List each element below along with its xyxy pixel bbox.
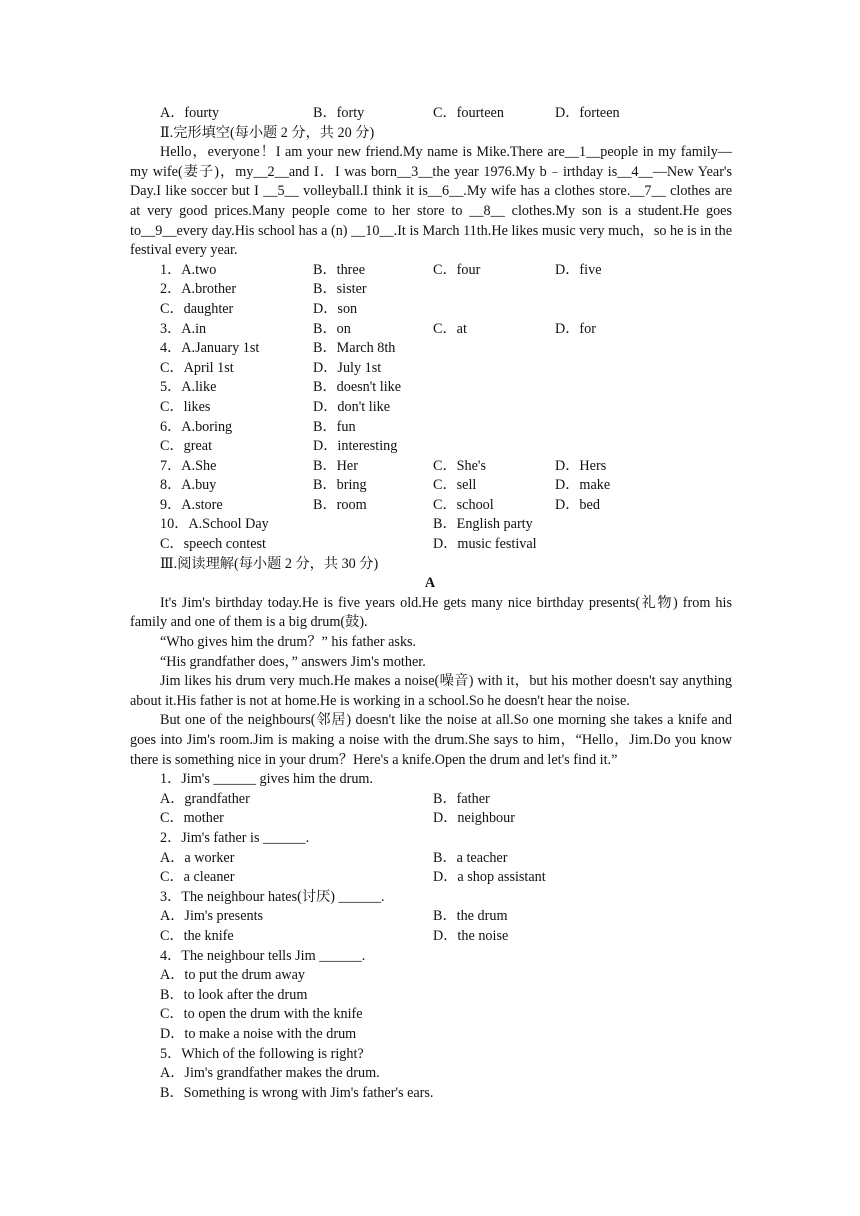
reading-q3-stem: 3．The neighbour hates(讨厌) ______.: [160, 888, 385, 905]
cloze-q3: 3．A.in B．on C．at D．for: [160, 320, 596, 337]
cloze-q2: 2．A.brother B．sister: [160, 281, 367, 298]
reading-q3-options-row2: C．the knife D．the noise: [160, 927, 509, 944]
reading-q5-option-a: A．Jim's grandfather makes the drum.: [160, 1065, 380, 1082]
reading-q4-option-c: C．to open the drum with the knife: [160, 1006, 363, 1023]
reading-q4-option-b: B．to look after the drum: [160, 986, 308, 1003]
cloze-q7: 7．A.She B．Her C．She's D．Hers: [160, 457, 607, 474]
cloze-q5-row2: C．likes D．don't like: [160, 398, 391, 415]
reading-q2-options: A．a worker B．a teacher: [160, 849, 508, 866]
reading-q2-stem: 2．Jim's father is ______.: [160, 829, 310, 846]
reading-q5-option-b: B．Something is wrong with Jim's father's ears.: [160, 1084, 434, 1101]
prev-question-options: [0, 104, 860, 124]
reading-q2-options-row2: C．a cleaner D．a shop assistant: [160, 869, 546, 886]
cloze-q10-row2: C．speech contest D．music festival: [160, 536, 537, 553]
cloze-passage: Hello，everyone！I am your new friend.My name is Mike.There are__1__people in my family—my wife(妻子)，my__2__and I．I was born__3__the year 1976.My b﹣irthday is__4__—New Year's Day.I like soccer but I __5__ volleyball.I think it is__6__.My wife has a clothes store.__7__ clothes are at very good prices.Many people come to her store to __8__ clothes.My son is a student.He goes to__9__every day.His school has a (n) __10__.It is March 11th.He likes music very much，so he is in the festival every year.: [130, 144, 732, 259]
reading-q4-option-a: A．to put the drum away: [160, 967, 305, 984]
reading-paragraph-1: It's Jim's birthday today.He is five years old.He gets many nice birthday presents(礼物) from his family and one of them is a big drum(鼓).: [130, 594, 732, 631]
reading-q1-options-row2: C．mother D．neighbour: [160, 810, 515, 827]
reading-paragraph-5: But one of the neighbours(邻居) doesn't like the noise at all.So one morning she takes a knife and goes into Jim's room.Jim is making a noise with the drum.She says to him，“Hello，Jim.Do you know there is something nice in your drum？Here's a knife.Open the drum and let's find it.”: [130, 712, 732, 768]
reading-q1-options: A．grandfather B．father: [160, 790, 490, 807]
worksheet-page: [0, 104, 860, 1103]
option-a: A．fourty: [160, 105, 220, 121]
section-3-heading: Ⅲ.阅读理解(每小题 2 分，共 30 分): [160, 555, 379, 572]
cloze-q5: 5．A.like B．doesn't like: [160, 379, 402, 396]
cloze-q6: 6．A.boring B．fun: [160, 418, 356, 435]
cloze-q9: 9．A.store B．room C．school D．bed: [160, 496, 600, 513]
reading-q4-option-d: D．to make a noise with the drum: [160, 1025, 357, 1042]
cloze-q4: 4．A.January 1st B．March 8th: [160, 340, 396, 357]
cloze-q6-row2: C．great D．interesting: [160, 438, 398, 455]
section-2-heading: Ⅱ.完形填空(每小题 2 分，共 20 分): [160, 124, 375, 141]
cloze-q1: 1．A.two B．three C．four D．five: [160, 261, 602, 278]
option-d: D．forteen: [555, 105, 620, 121]
cloze-q4-row2: C．April 1st D．July 1st: [160, 359, 382, 376]
reading-q3-options: A．Jim's presents B．the drum: [160, 908, 508, 925]
reading-q4-stem: 4．The neighbour tells Jim ______.: [160, 947, 366, 964]
cloze-q8: 8．A.buy B．bring C．sell D．make: [160, 477, 611, 494]
passage-label: A: [424, 575, 436, 592]
cloze-q10: 10．A.School Day B．English party: [160, 516, 533, 533]
option-c: C．fourteen: [433, 105, 504, 121]
reading-paragraph-2: “Who gives him the drum？” his father asks.: [160, 634, 417, 651]
reading-q5-stem: 5．Which of the following is right?: [160, 1045, 364, 1062]
reading-paragraph-3: “His grandfather does，” answers Jim's mother.: [160, 653, 426, 670]
reading-q1-stem: 1．Jim's ______ gives him the drum.: [160, 771, 373, 788]
option-b: B．forty: [313, 105, 365, 121]
cloze-q2-row2: C．daughter D．son: [160, 300, 358, 317]
reading-paragraph-4: Jim likes his drum very much.He makes a noise(噪音) with it，but his mother doesn't say anything about it.His father is not at home.He is working in a school.So he doesn't hear the noise.: [130, 673, 732, 709]
